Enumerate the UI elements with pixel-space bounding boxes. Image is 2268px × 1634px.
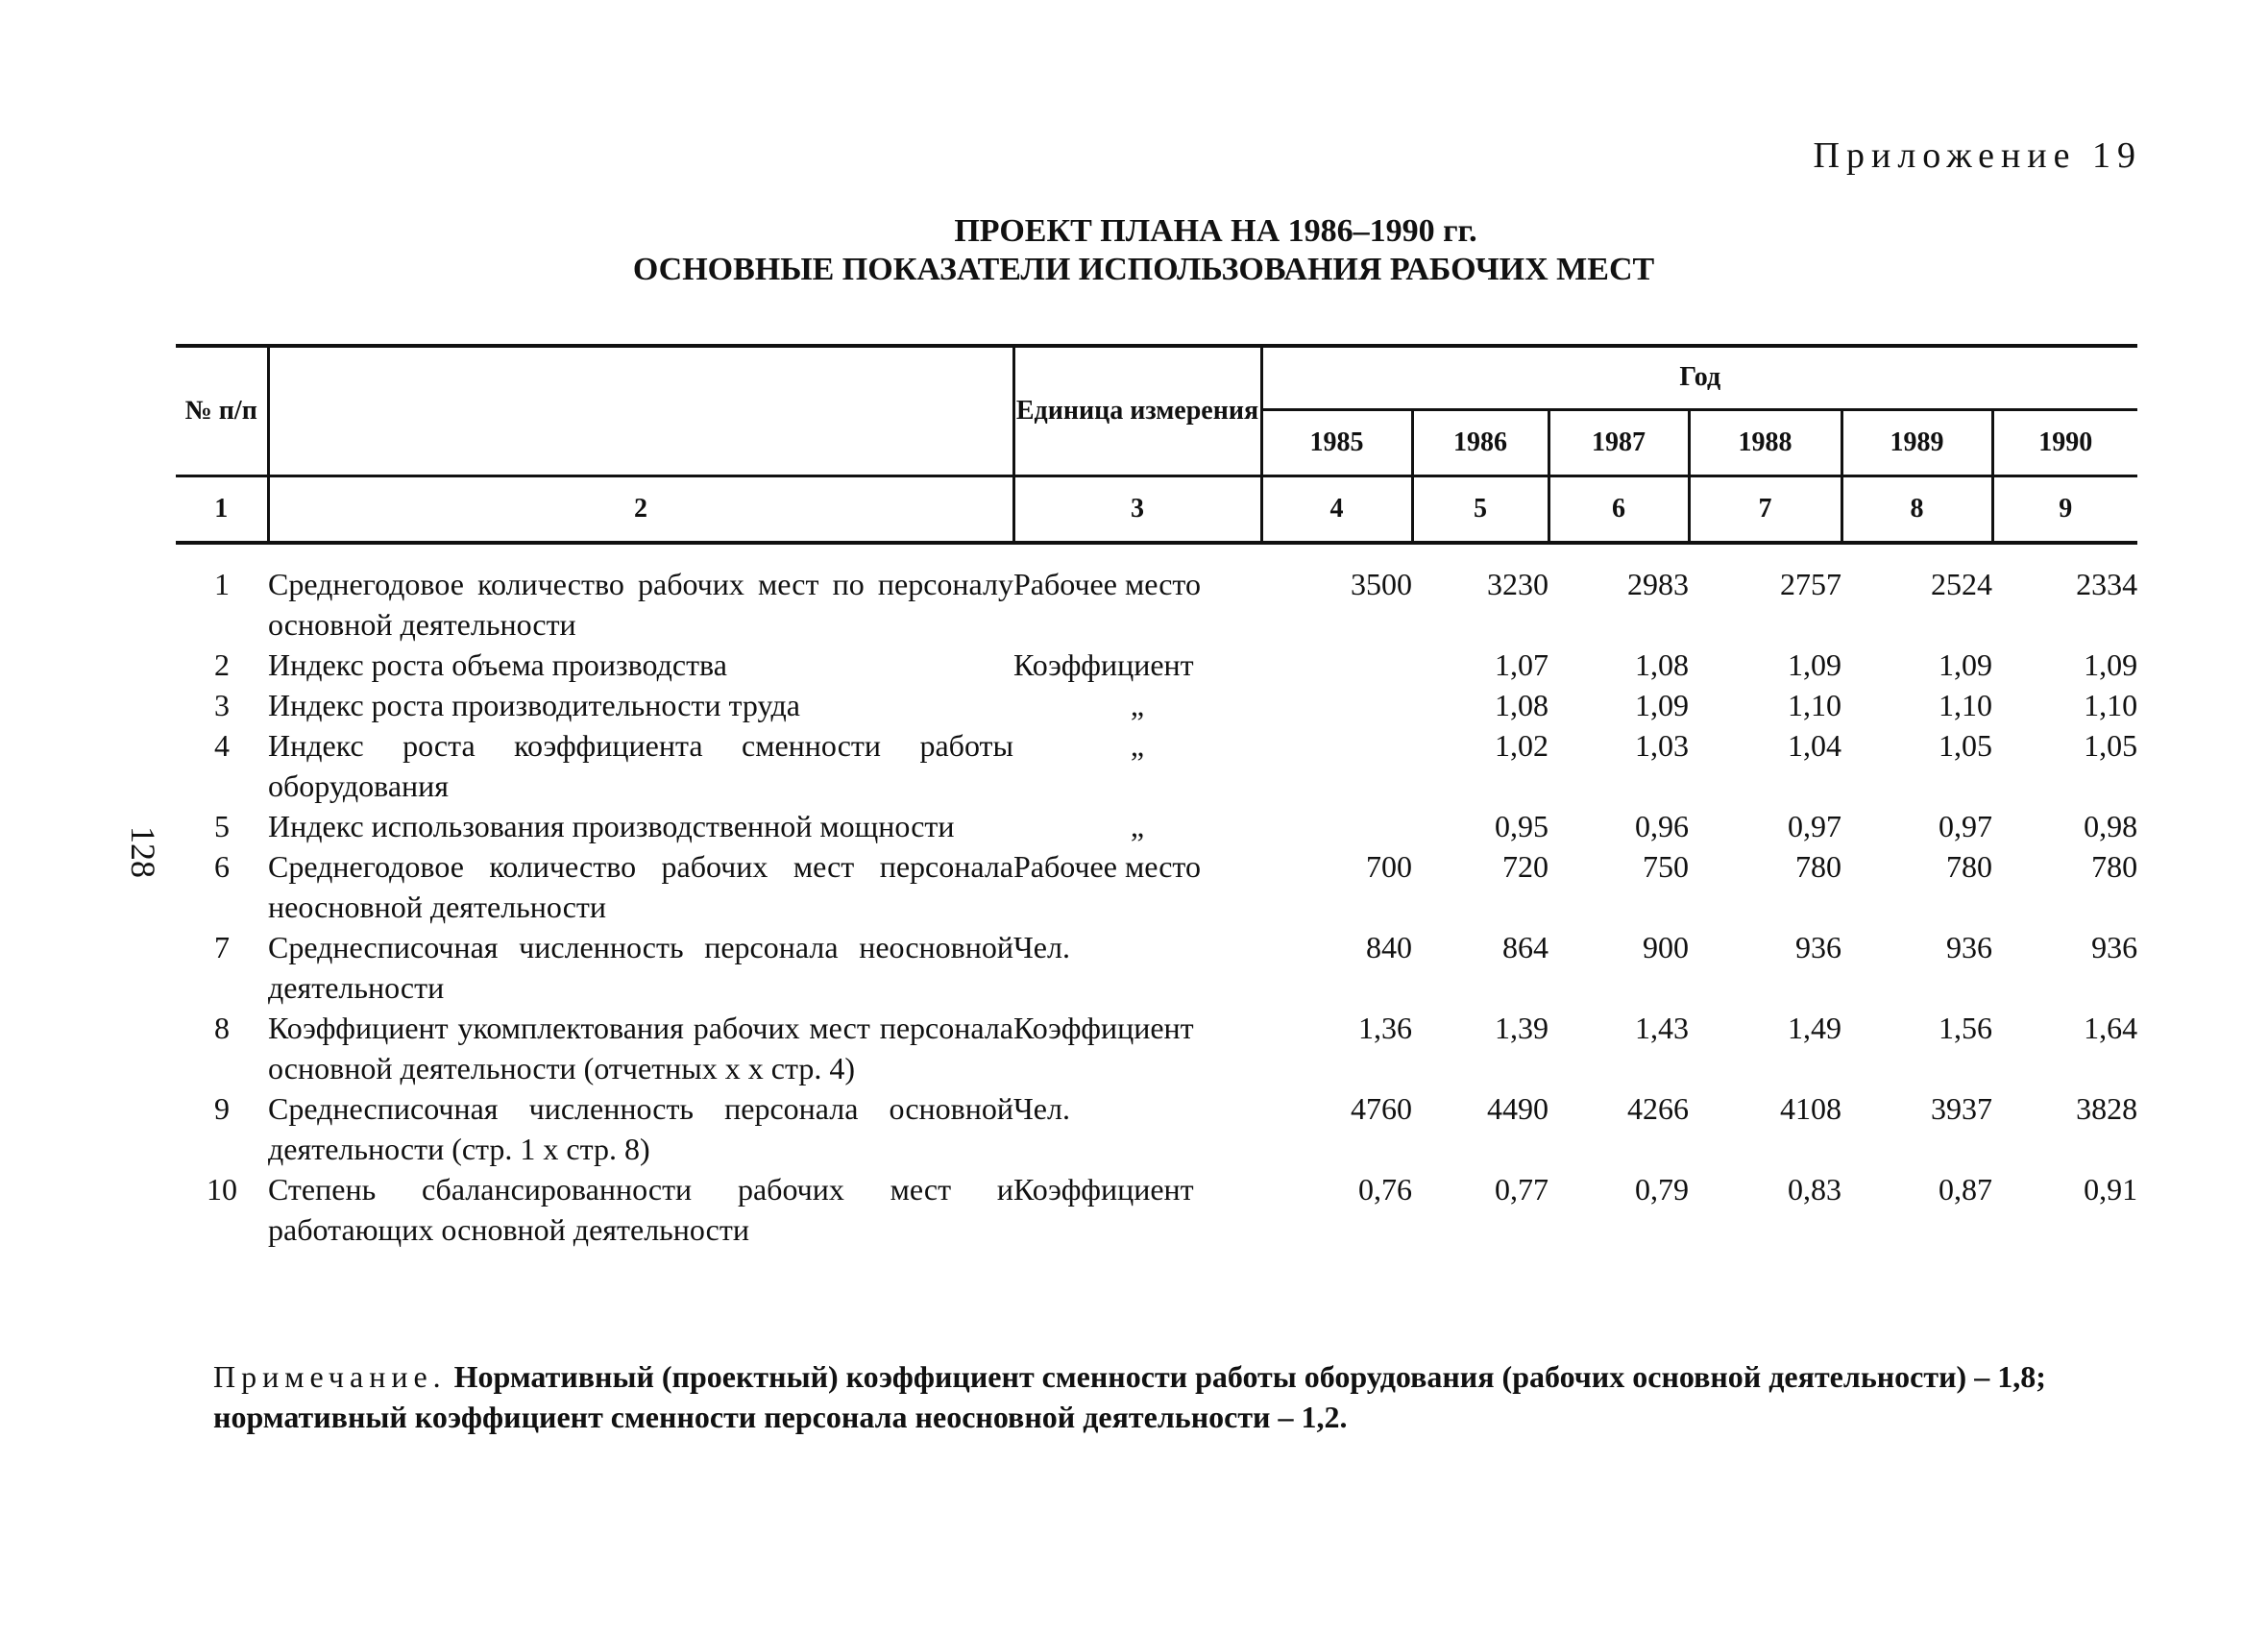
footnote-text: Нормативный (проектный) коэффициент сменности работы оборудования (рабочих основной деятельности) – 1,8; нормативный коэффициент сменности персонала неосновной деятельности – 1,2. (213, 1359, 2046, 1434)
row-number: 6 (214, 848, 230, 884)
row-value-1988: 0,97 (1788, 808, 1841, 843)
row-number: 3 (214, 687, 230, 722)
row-value-1990: 0,91 (2084, 1171, 2138, 1207)
row-value-1985: 840 (1366, 929, 1412, 964)
row-value-1989: 3937 (1931, 1090, 1992, 1126)
row-value-1989: 2524 (1931, 566, 1992, 601)
row-unit: „ (1130, 727, 1145, 763)
row-value-1990: 1,05 (2084, 727, 2138, 763)
row-value-1987: 2983 (1627, 566, 1689, 601)
row-value-1990: 0,98 (2084, 808, 2138, 843)
row-unit: Коэффициент (1013, 646, 1194, 682)
row-value-1986: 0,77 (1495, 1171, 1549, 1207)
row-value-1985 (1261, 685, 1412, 725)
row-value-1985: 0,76 (1358, 1171, 1412, 1207)
header-year-1988: 1988 (1689, 409, 1841, 476)
row-unit: Чел. (1013, 929, 1070, 964)
row-value-1986: 1,39 (1495, 1010, 1549, 1045)
col-number-7: 7 (1689, 476, 1841, 543)
header-year-1990: 1990 (1992, 409, 2137, 476)
row-value-1989: 1,09 (1939, 646, 1992, 682)
row-value-1986: 3230 (1487, 566, 1549, 601)
row-value-1990: 2334 (2076, 566, 2138, 601)
row-value-1987: 1,09 (1635, 687, 1689, 722)
col-number-2: 2 (268, 476, 1013, 543)
table-row (176, 1088, 2137, 1169)
row-indicator-name: Коэффициент укомплектования рабочих мест персонала основной деятельности (отчетных x x стр. 4) (268, 1010, 1013, 1085)
row-number: 9 (214, 1090, 230, 1126)
col-number-3: 3 (1013, 476, 1261, 543)
row-indicator-name: Среднегодовое количество рабочих мест по персоналу основной деятельности (268, 566, 1013, 642)
row-number: 10 (207, 1171, 237, 1207)
row-unit: „ (1130, 808, 1145, 843)
row-value-1986: 4490 (1487, 1090, 1549, 1126)
header-num: № п/п (176, 346, 268, 476)
row-value-1989: 936 (1946, 929, 1992, 964)
table-row (176, 1008, 2137, 1088)
row-unit: Рабочее место (1013, 848, 1201, 884)
row-value-1987: 0,79 (1635, 1171, 1689, 1207)
header-year-1987: 1987 (1549, 409, 1689, 476)
row-value-1985 (1261, 806, 1412, 846)
table-row (176, 725, 2137, 806)
row-value-1988: 780 (1795, 848, 1841, 884)
row-number: 2 (214, 646, 230, 682)
table-body (176, 543, 2137, 1250)
row-value-1989: 0,87 (1939, 1171, 1992, 1207)
row-indicator-name: Индекс роста коэффициента сменности работы оборудования (268, 727, 1013, 803)
table-row (176, 685, 2137, 725)
document-subtitle: ОСНОВНЫЕ ПОКАЗАТЕЛИ ИСПОЛЬЗОВАНИЯ РАБОЧИХ МЕСТ (632, 252, 1655, 287)
row-indicator-name: Среднесписочная численность персонала основной деятельности (стр. 1 x стр. 8) (268, 1090, 1013, 1166)
table-row (176, 806, 2137, 846)
row-unit: Коэффициент (1013, 1010, 1194, 1045)
row-value-1988: 0,83 (1788, 1171, 1841, 1207)
row-value-1990: 1,09 (2084, 646, 2138, 682)
row-value-1987: 0,96 (1635, 808, 1689, 843)
row-value-1989: 1,10 (1939, 687, 1992, 722)
appendix-label: Приложение 19 (1813, 135, 2142, 176)
row-value-1988: 1,09 (1788, 646, 1841, 682)
header-name (268, 346, 1013, 476)
row-indicator-name: Индекс роста объема производства (268, 646, 727, 682)
row-indicator-name: Среднесписочная численность персонала неосновной деятельности (268, 929, 1013, 1005)
row-value-1990: 1,64 (2084, 1010, 2138, 1045)
row-value-1985: 1,36 (1358, 1010, 1412, 1045)
row-unit: Коэффициент (1013, 1171, 1194, 1207)
row-value-1987: 1,08 (1635, 646, 1689, 682)
row-value-1989: 1,05 (1939, 727, 1992, 763)
row-value-1988: 4108 (1780, 1090, 1841, 1126)
row-value-1988: 1,04 (1788, 727, 1841, 763)
table-row (176, 1169, 2137, 1250)
row-value-1985 (1261, 645, 1412, 685)
page-number: 128 (124, 826, 162, 878)
row-value-1989: 0,97 (1939, 808, 1992, 843)
footnote-label: Примечание. (213, 1359, 447, 1394)
table-row (176, 645, 2137, 685)
row-unit: „ (1130, 687, 1145, 722)
row-indicator-name: Среднегодовое количество рабочих мест персонала неосновной деятельности (268, 848, 1013, 924)
row-value-1986: 720 (1502, 848, 1549, 884)
row-value-1990: 936 (2091, 929, 2138, 964)
row-unit: Чел. (1013, 1090, 1070, 1126)
row-value-1987: 4266 (1627, 1090, 1689, 1126)
row-value-1988: 2757 (1780, 566, 1841, 601)
row-value-1989: 1,56 (1939, 1010, 1992, 1045)
row-value-1985: 700 (1366, 848, 1412, 884)
row-value-1988: 936 (1795, 929, 1841, 964)
row-number: 1 (214, 566, 230, 601)
row-value-1989: 780 (1946, 848, 1992, 884)
row-indicator-name: Степень сбалансированности рабочих мест и работающих основной деятельности (268, 1171, 1013, 1247)
row-value-1985 (1261, 725, 1412, 806)
row-value-1990: 780 (2091, 848, 2138, 884)
header-year: Год (1261, 346, 2137, 409)
row-value-1990: 1,10 (2084, 687, 2138, 722)
row-value-1986: 864 (1502, 929, 1549, 964)
row-value-1986: 1,07 (1495, 646, 1549, 682)
row-value-1985: 4760 (1351, 1090, 1412, 1126)
header-year-1985: 1985 (1261, 409, 1412, 476)
row-unit: Рабочее место (1013, 566, 1201, 601)
indicators-table (176, 344, 2137, 1250)
row-value-1988: 1,10 (1788, 687, 1841, 722)
row-indicator-name: Индекс роста производительности труда (268, 687, 800, 722)
row-number: 7 (214, 929, 230, 964)
col-number-1: 1 (176, 476, 268, 543)
row-number: 8 (214, 1010, 230, 1045)
row-value-1987: 1,03 (1635, 727, 1689, 763)
table-row (176, 846, 2137, 927)
header-year-1989: 1989 (1841, 409, 1992, 476)
row-value-1987: 1,43 (1635, 1010, 1689, 1045)
row-value-1986: 1,08 (1495, 687, 1549, 722)
row-value-1990: 3828 (2076, 1090, 2138, 1126)
col-number-9: 9 (1992, 476, 2137, 543)
col-number-5: 5 (1412, 476, 1549, 543)
row-value-1986: 1,02 (1495, 727, 1549, 763)
row-number: 5 (214, 808, 230, 843)
col-number-6: 6 (1549, 476, 1689, 543)
header-unit: Единица измерения (1013, 346, 1261, 476)
row-number: 4 (214, 727, 230, 763)
col-number-8: 8 (1841, 476, 1992, 543)
row-value-1987: 750 (1643, 848, 1689, 884)
header-year-1986: 1986 (1412, 409, 1549, 476)
table-row (176, 564, 2137, 645)
row-value-1987: 900 (1643, 929, 1689, 964)
table-row (176, 927, 2137, 1008)
row-value-1985: 3500 (1351, 566, 1412, 601)
document-title: ПРОЕКТ ПЛАНА НА 1986–1990 гг. (954, 213, 1477, 249)
col-number-4: 4 (1261, 476, 1412, 543)
footnote (213, 1356, 2134, 1437)
row-value-1988: 1,49 (1788, 1010, 1841, 1045)
row-indicator-name: Индекс использования производственной мощности (268, 808, 955, 843)
row-value-1986: 0,95 (1495, 808, 1549, 843)
